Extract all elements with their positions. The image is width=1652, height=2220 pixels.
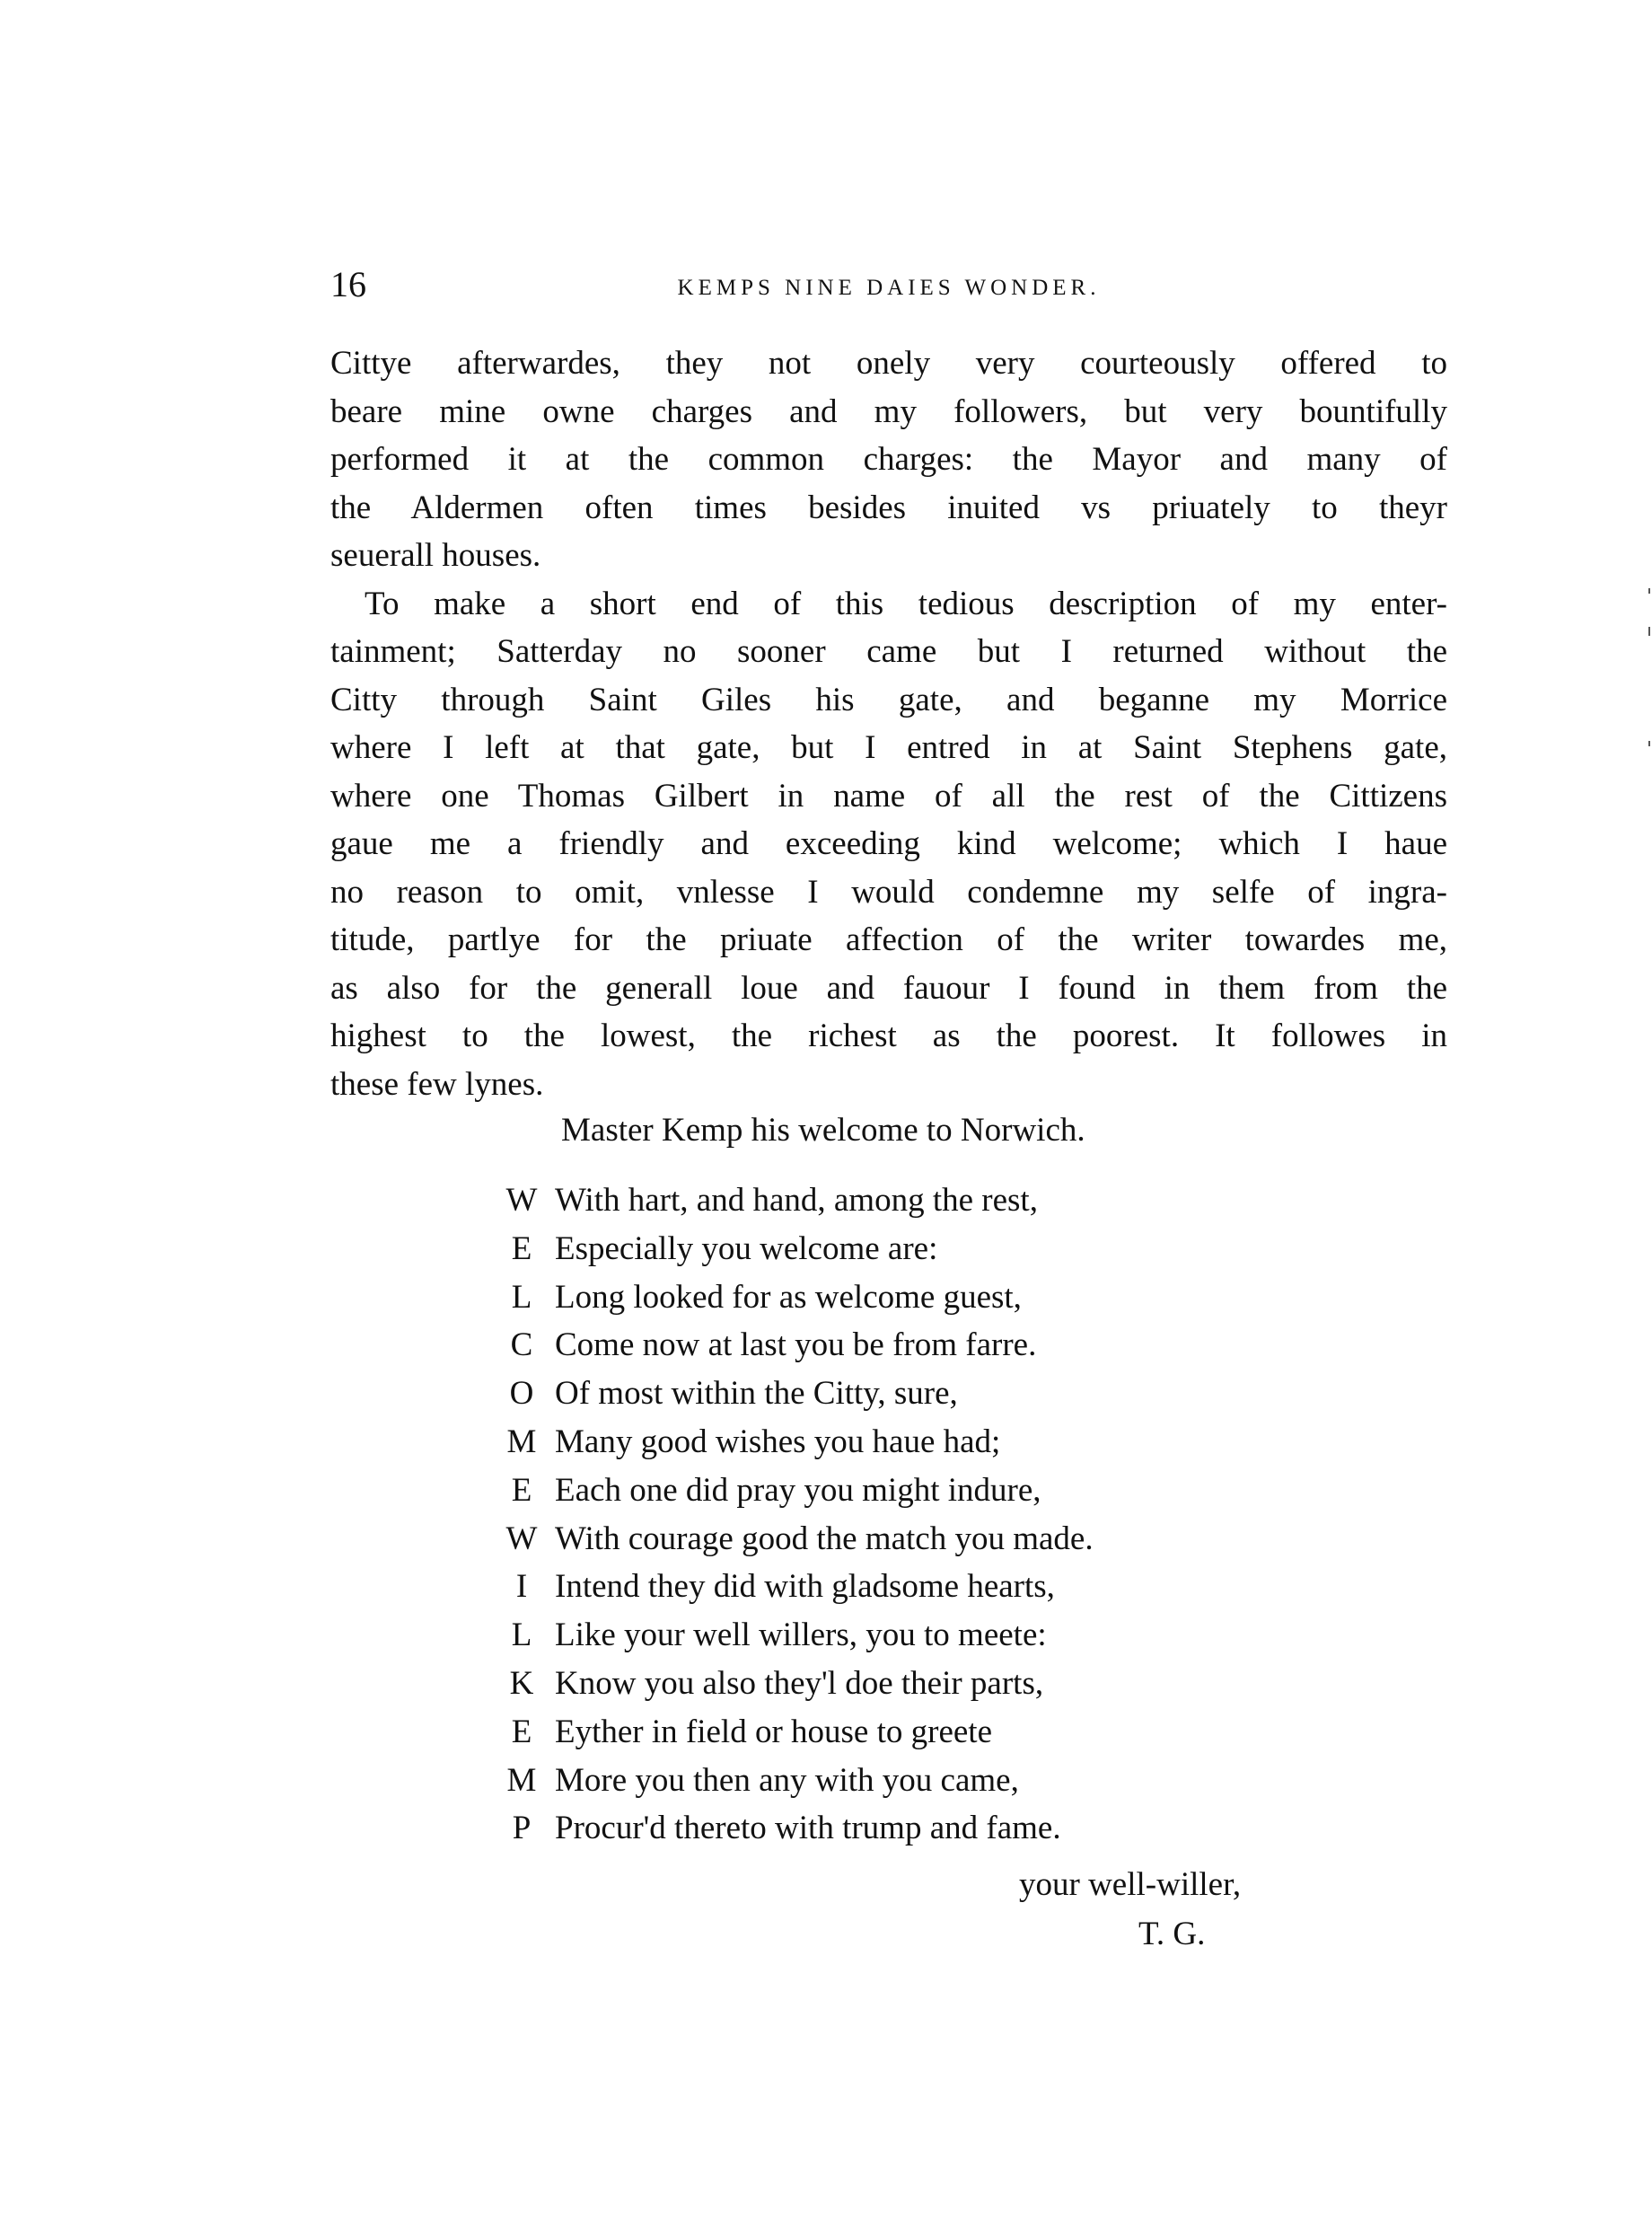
acrostic-letter: P	[512, 1810, 532, 1847]
poem-line-text: Of most within the Citty, sure,	[555, 1375, 958, 1413]
scan-edge-mark	[1648, 588, 1650, 594]
acrostic-letter: W	[505, 1520, 538, 1557]
text-line: Citty through Saint Giles his gate, and beganne my Morrice	[330, 681, 1447, 718]
poem-line-text: Know you also they'l doe their parts,	[555, 1664, 1044, 1702]
poem-line-text: More you then any with you came,	[555, 1761, 1019, 1799]
text-line: beare mine owne charges and my followers, but very bountifully	[330, 392, 1447, 430]
acrostic-letter: C	[510, 1326, 533, 1364]
poem-line-text: Intend they did with gladsome hearts,	[555, 1568, 1055, 1606]
poem-title: Master Kemp his welcome to Norwich.	[561, 1112, 1085, 1149]
paragraph-2	[330, 580, 1447, 1109]
paragraph-1	[330, 339, 1447, 580]
text-line: highest to the lowest, the richest as the poorest. It followes in	[330, 1018, 1447, 1054]
acrostic-letter: L	[511, 1617, 532, 1654]
text-line: performed it at the common charges: the Mayor and many of	[330, 441, 1447, 478]
scan-edge-mark	[1648, 627, 1650, 636]
acrostic-letter: E	[511, 1229, 532, 1267]
poem-line-text: Procur'd thereto with trump and fame.	[555, 1810, 1061, 1847]
poem-line-text: Many good wishes you haue had;	[555, 1423, 1001, 1460]
acrostic-letter: W	[505, 1182, 538, 1219]
text-line: gaue me a friendly and exceeding kind welcome; which I haue	[330, 825, 1447, 862]
acrostic-letter: E	[511, 1471, 532, 1509]
text-line: Cittye afterwardes, they not onely very courteously offered to	[330, 345, 1447, 382]
acrostic-letter: E	[511, 1713, 532, 1750]
poem-line-text: Eyther in field or house to greete	[555, 1713, 992, 1750]
scan-edge-mark	[1648, 741, 1650, 746]
acrostic-letter: M	[506, 1761, 537, 1799]
poem-line-text: Especially you welcome are:	[555, 1229, 938, 1267]
page-number: 16	[330, 264, 366, 304]
text-line: where I left at that gate, but I entred in at Saint Stephens gate,	[330, 729, 1447, 766]
text-line: titude, partlye for the priuate affection of the writer towardes me,	[330, 921, 1447, 958]
text-line: these few lynes.	[330, 1065, 544, 1103]
running-title: KEMPS NINE DAIES WONDER.	[677, 276, 1101, 300]
acrostic-letter: K	[509, 1664, 534, 1702]
text-line: as also for the generall loue and fauour I found in them from the	[330, 969, 1447, 1007]
text-line: To make a short end of this tedious description of my enter-	[365, 585, 1447, 622]
text-line: the Aldermen often times besides inuited vs priuately to theyr	[330, 489, 1447, 526]
page-header	[330, 262, 1447, 307]
poem-line-text: With courage good the match you made.	[555, 1520, 1094, 1557]
acrostic-letter: O	[509, 1375, 534, 1413]
text-line: where one Thomas Gilbert in name of all the rest of the Cittizens	[330, 777, 1447, 815]
poem-line-text: Like your well willers, you to meete:	[555, 1617, 1047, 1654]
poem-line-text: Come now at last you be from farre.	[555, 1326, 1037, 1364]
poem-line-text: Long looked for as welcome guest,	[555, 1278, 1022, 1316]
poem-line-text: With hart, and hand, among the rest,	[555, 1182, 1038, 1219]
acrostic-letter: M	[506, 1423, 537, 1460]
text-line: no reason to omit, vnlesse I would condemne my selfe of ingra-	[330, 873, 1447, 911]
signoff: your well-willer,	[1019, 1866, 1242, 1903]
acrostic-letter: L	[511, 1278, 532, 1316]
acrostic-letter: I	[515, 1568, 528, 1606]
text-line: seuerall houses.	[330, 537, 541, 574]
poem-line-text: Each one did pray you might indure,	[555, 1471, 1041, 1509]
text-line: tainment; Satterday no sooner came but I returned without the	[330, 633, 1447, 670]
body-text	[330, 339, 1447, 1108]
author-initials: T. G.	[1138, 1916, 1206, 1952]
